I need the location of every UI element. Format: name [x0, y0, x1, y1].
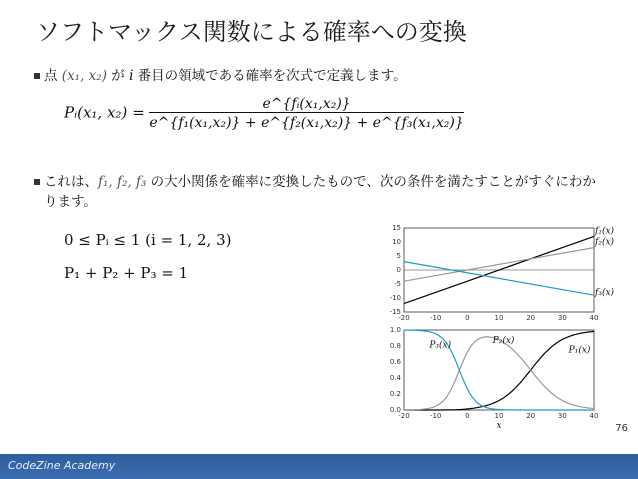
y-tick-label: 10 — [392, 238, 401, 246]
bullet-definition — [44, 66, 407, 86]
series-label: f₂(x) — [595, 237, 615, 248]
x-tick-label: -10 — [429, 412, 442, 420]
probability-chart — [384, 325, 610, 440]
y-tick-label: 1.0 — [389, 326, 401, 334]
y-tick-label: 5 — [396, 252, 401, 260]
x-axis-label: x — [496, 421, 502, 431]
x-tick-label: 0 — [465, 314, 470, 322]
formula-denominator: e^{f₁(x₁,x₂)} + e^{f₂(x₁,x₂)} + e^{f₃(x₁,x₂)} — [149, 115, 464, 131]
series-label: P₁(x) — [568, 345, 591, 356]
point-variable: (x₁, x₂) — [61, 68, 107, 84]
x-tick-label: 10 — [494, 314, 504, 322]
series-label: P₂(x) — [492, 335, 515, 346]
x-tick-label: -10 — [429, 314, 442, 322]
x-tick-label: 10 — [494, 412, 504, 420]
bullet-marker — [34, 179, 40, 185]
y-tick-label: 0.2 — [389, 390, 401, 398]
y-tick-label: 0.8 — [389, 342, 401, 350]
condition-sum: P₁ + P₂ + P₃ = 1 — [64, 264, 189, 282]
slide-title: ソフトマックス関数による確率への変換 — [36, 18, 467, 46]
x-tick-label: -20 — [398, 314, 410, 322]
y-tick-label: -5 — [394, 280, 401, 288]
x-tick-label: 40 — [589, 412, 599, 420]
page-number: 76 — [615, 423, 628, 434]
softmax-formula — [64, 96, 464, 131]
bullet-marker — [34, 73, 40, 79]
function-variables: f₁, f₂, f₃ — [98, 174, 147, 190]
x-tick-label: 30 — [557, 412, 567, 420]
x-tick-label: 0 — [465, 412, 470, 420]
y-tick-label: 0.4 — [389, 374, 401, 382]
y-tick-label: 0 — [396, 266, 401, 274]
bullet-text: の大小関係を確率に変換したもので、次の条件を満たすことがすぐにわかります。 — [44, 174, 596, 210]
series-label: f₁(x) — [595, 226, 615, 237]
series-label: f₃(x) — [595, 288, 615, 299]
footer-label: CodeZine Academy — [8, 459, 116, 472]
index-variable: i — [129, 68, 134, 84]
series-line — [404, 248, 594, 282]
y-tick-label: -15 — [389, 308, 401, 316]
x-tick-label: 20 — [526, 412, 536, 420]
y-tick-label: 0.0 — [389, 406, 401, 414]
x-tick-label: 20 — [526, 314, 536, 322]
bullet-text: 番目の領域である確率を次式で定義します。 — [133, 68, 407, 84]
y-tick-label: 0.6 — [389, 358, 401, 366]
formula-fraction — [149, 96, 463, 131]
y-tick-label: 15 — [392, 224, 401, 232]
bullet-text: これは、 — [44, 174, 98, 190]
series-line — [404, 262, 594, 296]
bullet-conditions — [44, 172, 604, 212]
bullet-text: 点 — [44, 68, 62, 84]
x-tick-label: 30 — [557, 314, 567, 322]
y-tick-label: -10 — [389, 294, 401, 302]
formula-lhs: Pᵢ(x₁, x₂) = — [64, 103, 145, 122]
series-label: P₃(x) — [429, 340, 452, 351]
condition-range: 0 ≤ Pᵢ ≤ 1 (i = 1, 2, 3) — [64, 231, 232, 249]
linear-functions-chart — [384, 222, 615, 322]
x-tick-label: -20 — [398, 412, 410, 420]
formula-numerator: e^{fᵢ(x₁,x₂)} — [149, 96, 463, 113]
bullet-text: が — [106, 68, 130, 84]
footer-bar — [0, 454, 638, 479]
x-tick-label: 40 — [589, 314, 599, 322]
